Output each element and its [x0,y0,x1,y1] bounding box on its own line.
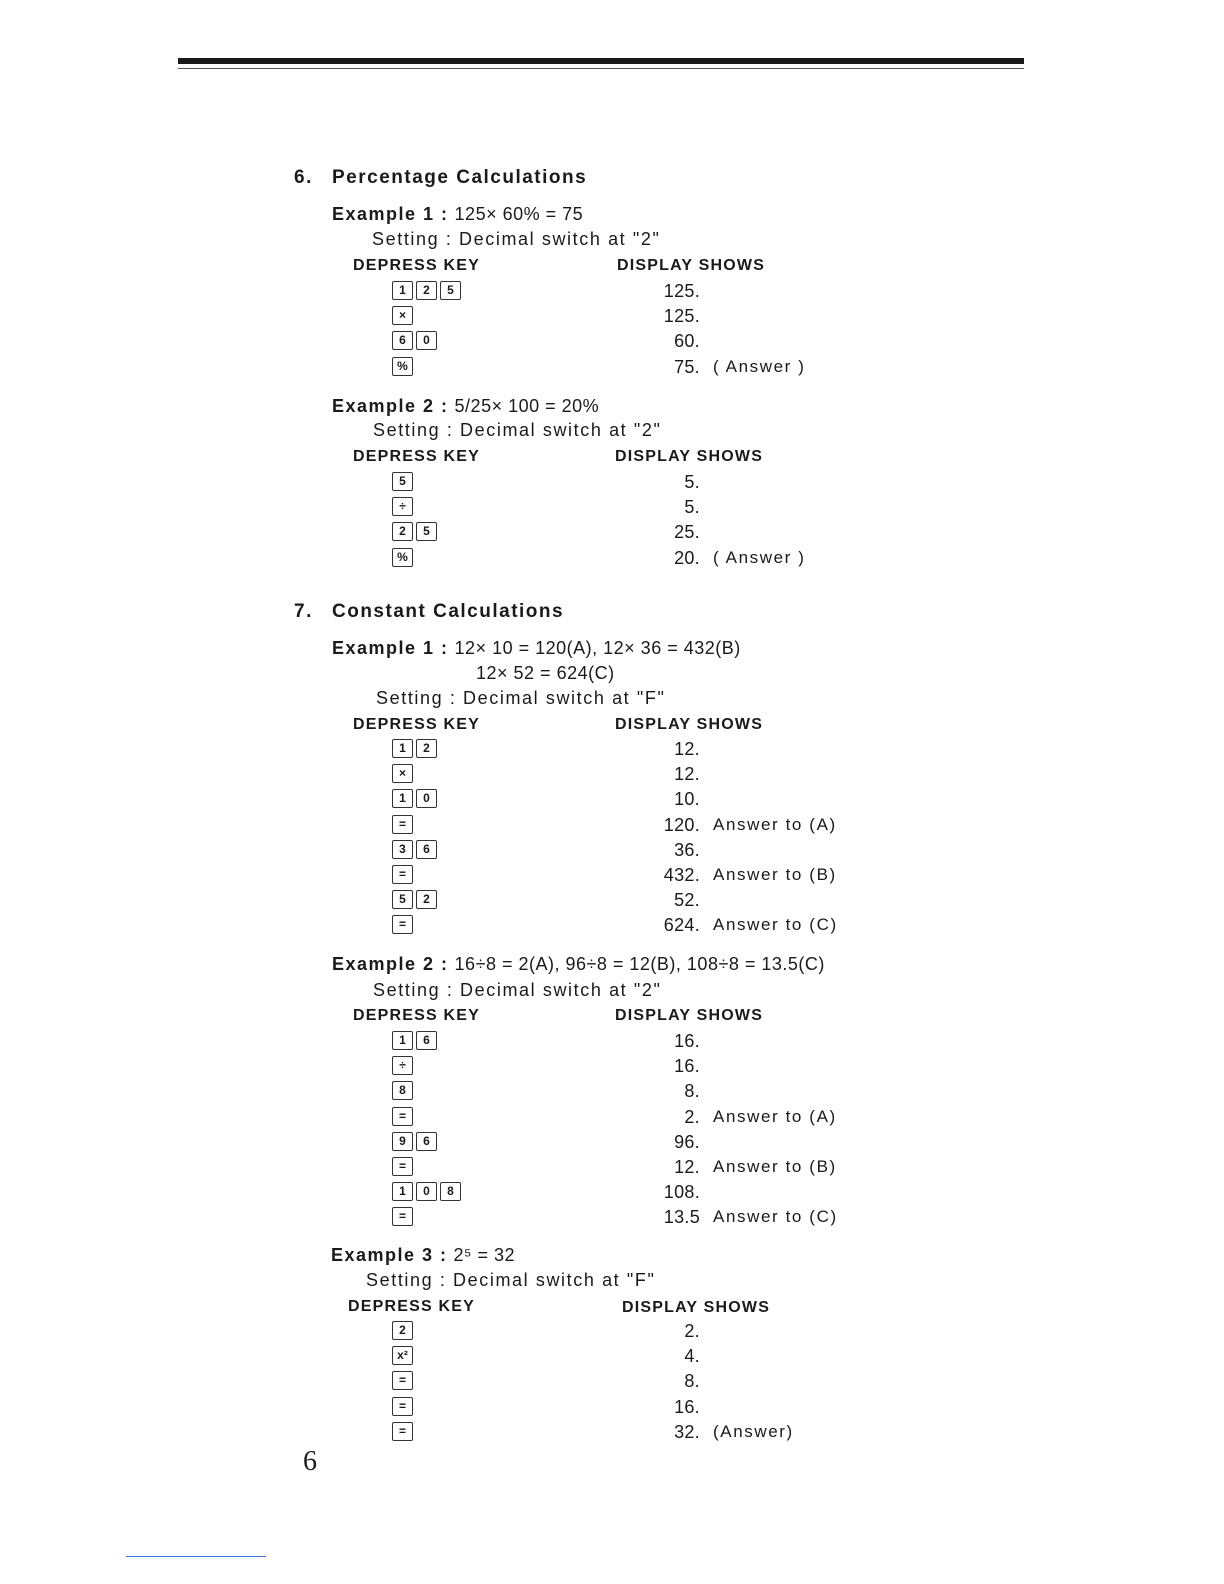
display-shows-header: DISPLAY SHOWS [622,1299,771,1316]
display-value: 125. [663,306,700,327]
calculator-key: 0 [416,331,437,350]
answer-note: (Answer) [713,1421,794,1441]
key-sequence [392,1321,416,1340]
calculator-key: 2 [392,1321,413,1340]
step-row [0,357,1224,382]
calculator-key: 1 [392,789,413,808]
display-value: 52. [674,890,700,911]
key-sequence [392,789,440,808]
calculator-key: = [392,1397,413,1416]
calculator-key: 1 [392,1031,413,1050]
key-sequence [392,840,440,859]
calculator-key: 2 [416,890,437,909]
key-sequence [392,739,440,758]
display-value: 108. [663,1182,700,1203]
example-label: Example 1 : [332,204,449,224]
step-row [0,1157,1224,1182]
display-value: 125. [663,281,700,301]
calculator-key: = [392,915,413,934]
display-value: 10. [674,789,700,810]
key-sequence [392,1207,416,1226]
step-row [0,1207,1224,1232]
key-sequence [392,1346,416,1365]
calculator-key: 1 [392,281,413,300]
display-value: 25. [674,522,700,543]
depress-key-header: DEPRESS KEY [348,1298,476,1315]
calculator-key: 5 [416,522,437,541]
key-sequence [392,865,416,884]
display-value: 432. [663,865,700,885]
key-sequence [392,1157,416,1176]
depress-key-header: DEPRESS KEY [353,448,481,465]
step-row [0,548,1224,573]
key-sequence [392,1056,416,1075]
setting-text: Setting : Decimal switch at "2" [373,420,662,440]
key-sequence [392,1132,440,1151]
display-value: 8. [684,1081,700,1102]
step-row [0,497,1224,522]
example-heading [332,954,825,975]
display-value: 2. [684,1106,700,1127]
display-value: 8. [684,1371,700,1392]
display-value: 624. [663,915,700,936]
key-sequence [392,1031,440,1050]
display-shows-header: DISPLAY SHOWS [615,1007,764,1024]
calculator-key: 6 [416,1031,437,1050]
key-sequence [392,472,416,491]
calculator-key: = [392,1422,413,1441]
depress-key-header: DEPRESS KEY [353,716,481,733]
step-row [0,306,1224,331]
answer-note: Answer to (B) [713,865,837,884]
step-row [0,472,1224,497]
key-sequence [392,1371,416,1390]
calculator-key: x² [392,1346,413,1365]
key-sequence [392,815,416,834]
key-sequence [392,890,440,909]
display-value: 12. [674,764,700,785]
depress-key-header: DEPRESS KEY [353,257,481,274]
key-sequence [392,1397,416,1416]
example-formula: 16÷8 = 2(A), 96÷8 = 12(B), 108÷8 = 13.5(C) [454,954,825,974]
example-formula: 125× 60% = 75 [454,204,584,224]
step-row [0,522,1224,547]
answer-note: ( Answer ) [713,356,806,376]
calculator-key: 0 [416,789,437,808]
example-formula: 2⁵ = 32 [453,1245,516,1265]
example-label: Example 3 : [331,1245,448,1265]
calculator-key: = [392,1157,413,1176]
calculator-key: = [392,815,413,834]
display-value: 36. [674,839,700,860]
step-row [0,1422,1224,1447]
section-title: Percentage Calculations [332,167,588,188]
step-row [0,1081,1224,1106]
setting-text: Setting : Decimal switch at "F" [366,1270,656,1290]
display-value: 120. [663,814,700,835]
step-row [0,1182,1224,1207]
calculator-key: 5 [392,890,413,909]
key-sequence [392,281,464,300]
key-sequence [392,915,416,934]
display-value: 60. [674,331,700,352]
section-title: Constant Calculations [332,601,565,622]
display-value: 13.5 [663,1207,700,1228]
calculator-key: 1 [392,1182,413,1201]
answer-note: Answer to (A) [713,1106,837,1126]
top-rule-thin [178,68,1024,69]
key-sequence [392,764,416,783]
key-sequence [392,548,416,567]
example-formula: 12× 10 = 120(A), 12× 36 = 432(B) [454,638,741,658]
setting-text: Setting : Decimal switch at "2" [372,229,661,249]
example-heading [332,204,583,225]
calculator-key: × [392,306,413,325]
key-sequence [392,331,440,350]
display-value: 4. [684,1346,700,1367]
calculator-key: 2 [416,281,437,300]
calculator-key: 0 [416,1182,437,1201]
setting-text: Setting : Decimal switch at "2" [373,980,662,1000]
step-row [0,789,1224,814]
section-number: 6. [294,167,313,188]
display-value: 12. [674,739,700,759]
step-row [0,1397,1224,1422]
example-label: Example 1 : [332,638,449,658]
display-value: 20. [674,547,700,568]
calculator-key: ÷ [392,1056,413,1075]
step-row [0,1056,1224,1081]
calculator-key: 5 [392,472,413,491]
display-value: 12. [674,1157,700,1177]
example-heading [332,638,741,659]
step-row [0,764,1224,789]
key-sequence [392,1182,464,1201]
section-number: 7. [294,601,313,622]
calculator-key: 8 [440,1182,461,1201]
display-value: 32. [674,1421,700,1442]
calculator-key: 6 [392,331,413,350]
step-row [0,815,1224,840]
display-value: 5. [684,497,700,518]
calculator-key: = [392,1371,413,1390]
calculator-key: 6 [416,1132,437,1151]
step-row [0,1107,1224,1132]
answer-note: Answer to (A) [713,814,837,834]
calculator-key: 9 [392,1132,413,1151]
step-row [0,1321,1224,1346]
key-sequence [392,1422,416,1441]
example-label: Example 2 : [332,954,449,974]
example-heading [331,1245,515,1266]
answer-note: Answer to (C) [713,915,838,935]
key-sequence [392,522,440,541]
calculator-key: = [392,1107,413,1126]
step-row [0,915,1224,940]
display-value: 5. [684,472,700,492]
display-shows-header: DISPLAY SHOWS [615,716,764,733]
display-value: 16. [674,1056,700,1077]
key-sequence [392,1081,416,1100]
calculator-key: = [392,1207,413,1226]
display-shows-header: DISPLAY SHOWS [615,448,764,465]
calculator-key: 1 [392,739,413,758]
answer-note: Answer to (B) [713,1157,837,1176]
example-formula: 5/25× 100 = 20% [454,396,600,416]
display-value: 16. [674,1031,700,1051]
key-sequence [392,1107,416,1126]
step-row [0,739,1224,764]
calculator-key: 8 [392,1081,413,1100]
step-row [0,1132,1224,1157]
section-heading [294,601,564,623]
calculator-key: % [392,357,413,376]
step-row [0,1346,1224,1371]
answer-note: ( Answer ) [713,547,806,567]
example-heading [332,396,599,417]
setting-text: Setting : Decimal switch at "F" [376,688,666,708]
display-value: 2. [684,1321,700,1341]
top-rule [178,58,1024,64]
depress-key-header: DEPRESS KEY [353,1007,481,1024]
calculator-key: 3 [392,840,413,859]
display-shows-header: DISPLAY SHOWS [617,257,766,274]
page-number: 6 [303,1446,317,1477]
example-formula-line2: 12× 52 = 624(C) [476,663,615,683]
key-sequence [392,306,416,325]
calculator-key: × [392,764,413,783]
key-sequence [392,357,416,376]
step-row [0,865,1224,890]
display-value: 96. [674,1131,700,1152]
step-row [0,281,1224,306]
display-value: 16. [674,1396,700,1417]
calculator-key: 2 [416,739,437,758]
display-value: 75. [674,356,700,377]
calculator-key: 6 [416,840,437,859]
section-heading [294,167,587,189]
calculator-key: ÷ [392,497,413,516]
calculator-key: % [392,548,413,567]
step-row [0,1031,1224,1056]
calculator-key: 2 [392,522,413,541]
step-row [0,840,1224,865]
key-sequence [392,497,416,516]
step-row [0,331,1224,356]
answer-note: Answer to (C) [713,1207,838,1227]
step-row [0,1371,1224,1396]
example-label: Example 2 : [332,396,449,416]
calculator-key: = [392,865,413,884]
step-row [0,890,1224,915]
bottom-link-rule [126,1556,266,1557]
calculator-key: 5 [440,281,461,300]
